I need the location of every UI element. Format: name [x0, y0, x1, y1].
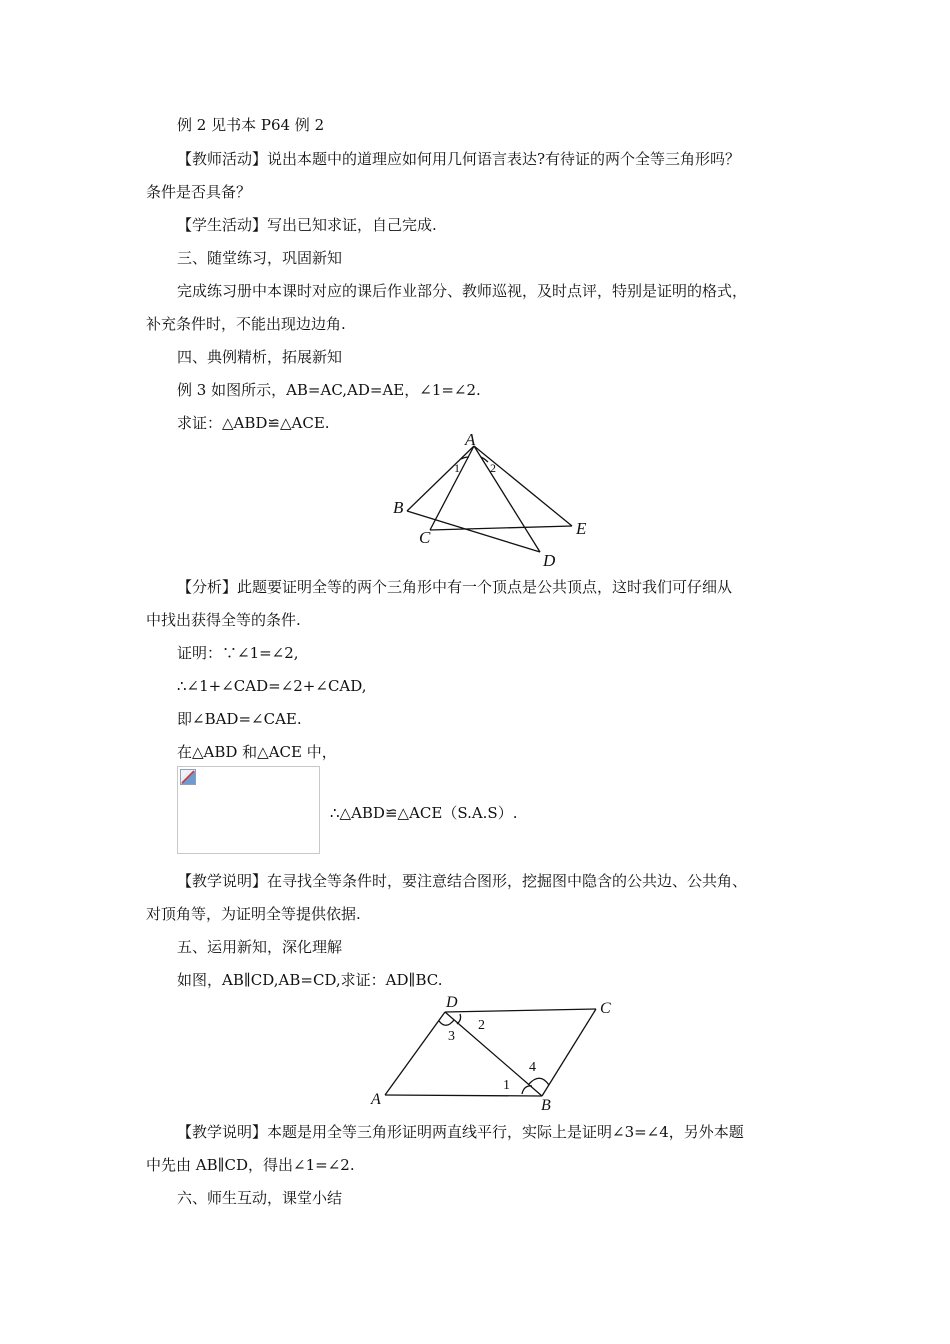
practice-line: 完成练习册中本课时对应的课后作业部分、教师巡视，及时点评，特别是证明的格式，	[177, 282, 748, 300]
exercise-line: 如图，AB∥CD,AB=CD,求证：AD∥BC.	[177, 971, 443, 989]
teacher-activity-line: 【教师活动】说出本题中的道理应如何用几何语言表达?有待证的两个全等三角形吗？	[177, 150, 741, 168]
fig2-angle-2: 2	[478, 1018, 485, 1033]
section-5-heading: 五、运用新知，深化理解	[177, 938, 343, 956]
section-4-heading: 四、典例精析，拓展新知	[177, 348, 343, 366]
proof-step-4: 在△ABD 和△ACE 中，	[177, 743, 337, 761]
analysis-line: 【分析】此题要证明全等的两个三角形中有一个顶点是公共顶点，这时我们可仔细从	[177, 578, 733, 596]
fig2-angle-4: 4	[529, 1060, 536, 1075]
proof-step-1: 证明：∵∠1=∠2,	[177, 644, 299, 662]
fig1-label-b: B	[393, 498, 404, 517]
teaching-note-cont: 对顶角等，为证明全等提供依据.	[146, 905, 361, 923]
prove-line: 求证：△ABD≌△ACE.	[177, 414, 330, 432]
student-activity-line: 【学生活动】写出已知求证，自己完成.	[177, 216, 437, 234]
example-2-line: 例 2 见书本 P64 例 2	[177, 116, 325, 134]
teaching-note-line: 【教学说明】在寻找全等条件时，要注意结合图形，挖掘图中隐含的公共边、公共角、	[177, 872, 748, 890]
broken-image-placeholder	[177, 766, 320, 854]
proof-step-2: ∴∠1+∠CAD=∠2+∠CAD,	[177, 677, 367, 695]
fig1-label-a: A	[465, 430, 476, 449]
fig2-label-c: C	[600, 1000, 611, 1017]
proof-step-3: 即∠BAD=∠CAE.	[177, 710, 302, 728]
fig2-angle-1: 1	[503, 1078, 510, 1093]
fig2-label-a: A	[371, 1091, 381, 1108]
fig2-label-d: D	[446, 994, 458, 1011]
fig1-label-d: D	[543, 551, 556, 570]
fig2-label-b: B	[541, 1097, 551, 1113]
fig1-angle-1: 1	[454, 461, 460, 475]
teaching-note-2-line: 【教学说明】本题是用全等三角形证明两直线平行，实际上是证明∠3=∠4，另外本题	[177, 1123, 744, 1141]
fig1-label-c: C	[419, 528, 431, 547]
parallelogram-figure	[365, 990, 620, 1113]
section-6-heading: 六、师生互动，课堂小结	[177, 1189, 343, 1207]
example-3-line: 例 3 如图所示，AB=AC,AD=AE，∠1=∠2.	[177, 381, 481, 399]
broken-image-icon	[180, 769, 196, 785]
teacher-activity-cont: 条件是否具备？	[146, 183, 252, 201]
fig1-label-e: E	[576, 519, 587, 538]
section-3-heading: 三、随堂练习，巩固新知	[177, 249, 343, 267]
proof-conclusion: ∴△ABD≌△ACE（S.A.S）.	[330, 804, 518, 822]
practice-cont: 补充条件时，不能出现边边角.	[146, 315, 346, 333]
teaching-note-2-cont: 中先由 AB∥CD，得出∠1=∠2.	[146, 1156, 355, 1174]
analysis-cont: 中找出获得全等的条件.	[146, 611, 301, 629]
fig2-angle-3: 3	[448, 1029, 455, 1044]
fig1-angle-2: 2	[490, 461, 496, 475]
triangle-figure	[380, 428, 595, 574]
